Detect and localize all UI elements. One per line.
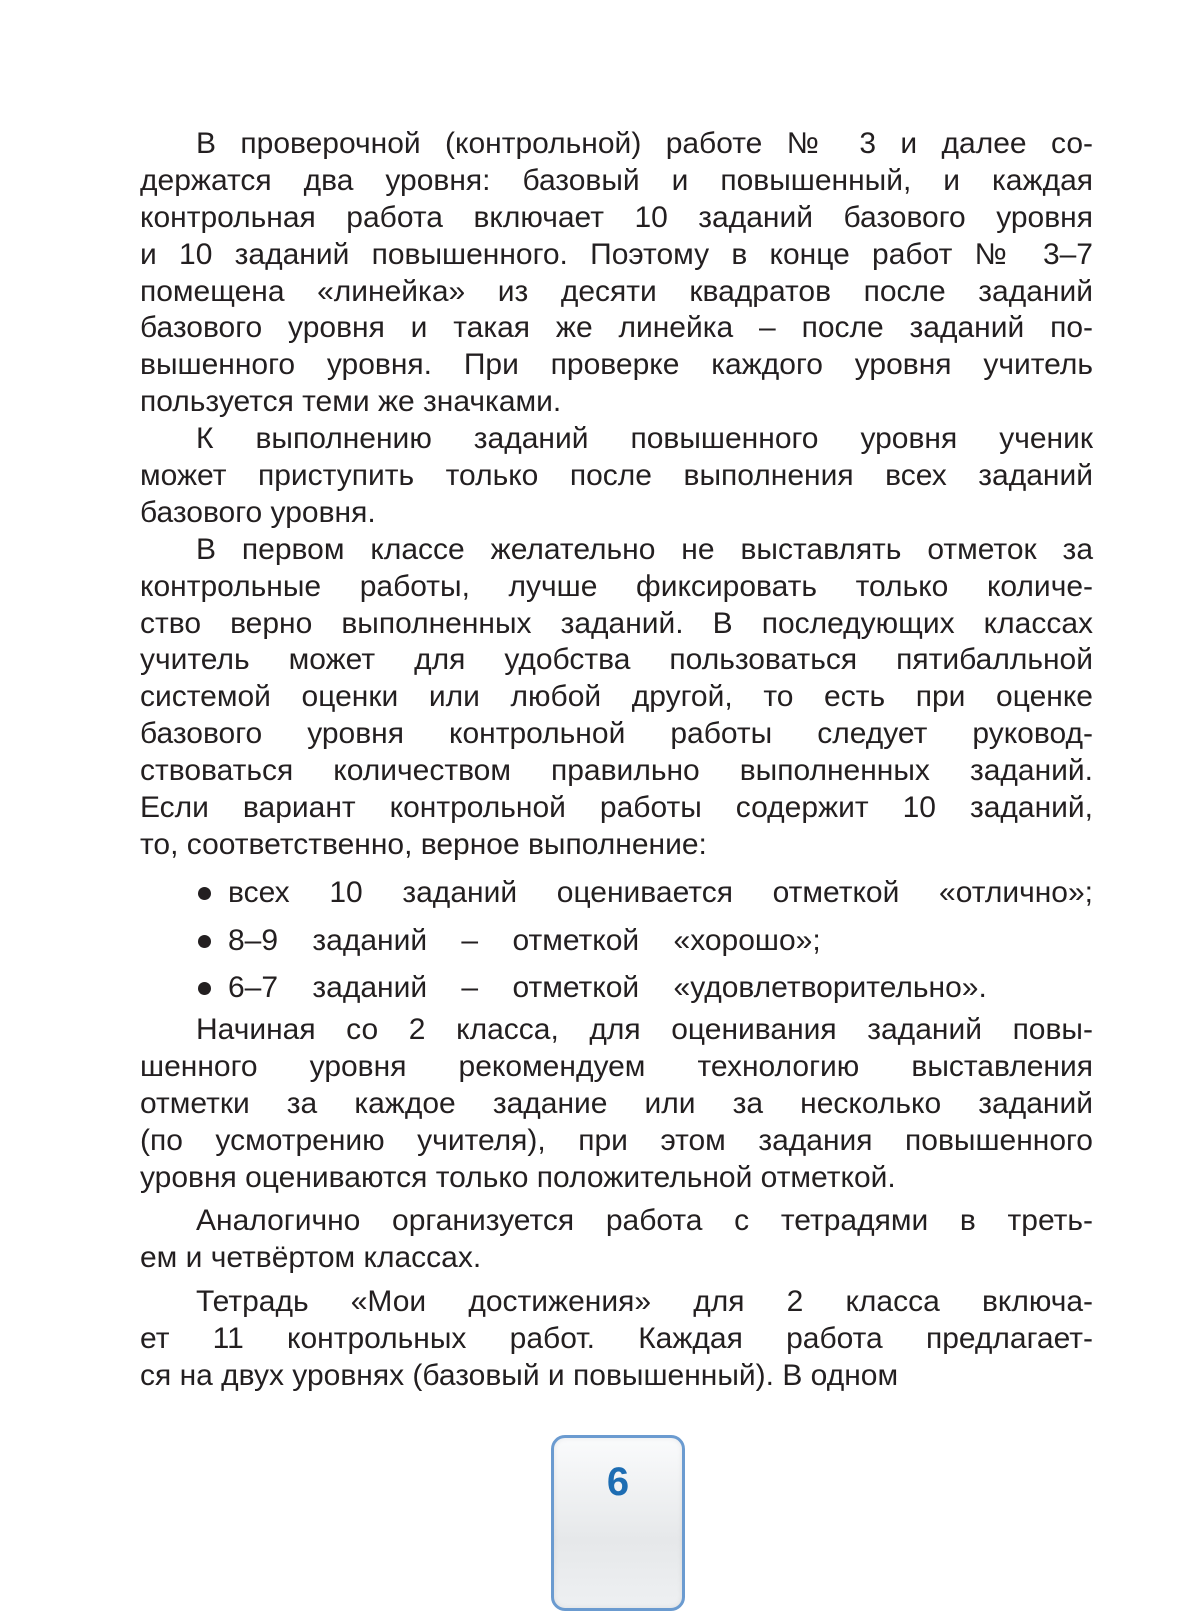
text-line: то, соответственно, верное выполнение: xyxy=(140,827,707,861)
text-line: контрольная работа включает 10 заданий базового уровня xyxy=(140,200,1093,234)
text-line: уровня оцениваются только положительной отметкой. xyxy=(140,1160,896,1194)
grading-list xyxy=(140,873,1093,1016)
text-line: ствоваться количеством правильно выполненных заданий. xyxy=(140,754,1093,788)
text-line: отметки за каждое задание или за несколько заданий xyxy=(140,1086,1093,1120)
text-line: помещена «линейка» из десяти квадратов после заданий xyxy=(140,274,1093,308)
body-text-top xyxy=(140,126,1093,864)
text-line: Если вариант контрольной работы содержит 10 заданий, xyxy=(140,791,1093,825)
text-line: Аналогично организуется работа с тетрадями в треть- xyxy=(196,1204,1093,1237)
text-line: В проверочной (контрольной) работе № 3 и далее со- xyxy=(196,127,1093,160)
body-text-paragraph xyxy=(140,1203,1093,1277)
text-line: В первом классе желательно не выставлять отметок за xyxy=(196,532,1093,566)
text-line: ет 11 контрольных работ. Каждая работа предлагает- xyxy=(140,1321,1093,1355)
list-item-text: 6–7 заданий – отметкой «удовлетворительно». xyxy=(228,971,987,1004)
text-line: базового уровня. xyxy=(140,495,376,529)
text-line: Начиная со 2 класса, для оценивания заданий повы- xyxy=(196,1013,1093,1046)
list-item xyxy=(140,873,1093,921)
text-line: ся на двух уровнях (базовый и повышенный). В одном xyxy=(140,1358,899,1392)
text-line: базового уровня контрольной работы следует руковод- xyxy=(140,717,1093,751)
text-line: может приступить только после выполнения всех заданий xyxy=(140,459,1093,493)
list-item xyxy=(140,921,1093,969)
text-line: (по усмотрению учителя), при этом задания повышенного xyxy=(140,1123,1093,1157)
text-line: держатся два уровня: базовый и повышенный, и каждая xyxy=(140,163,1093,197)
text-line: ство верно выполненных заданий. В последующих классах xyxy=(140,606,1093,640)
body-text-paragraph xyxy=(140,1012,1093,1196)
list-item-text: всех 10 заданий оценивается отметкой «отлично»; xyxy=(228,876,1093,909)
list-item xyxy=(140,968,1093,1016)
text-line: ем и четвёртом классах. xyxy=(140,1240,482,1274)
text-line: пользуется теми же значками. xyxy=(140,385,562,419)
list-item-text: 8–9 заданий – отметкой «хорошо»; xyxy=(228,923,821,957)
bullet-icon xyxy=(198,887,211,900)
text-line: шенного уровня рекомендуем технологию выставления xyxy=(140,1049,1093,1083)
text-line: Тетрадь «Мои достижения» для 2 класса включа- xyxy=(196,1285,1093,1318)
bullet-icon xyxy=(198,982,211,995)
page-number-box xyxy=(551,1435,685,1611)
body-text-paragraph xyxy=(140,1284,1093,1395)
text-line: учитель может для удобства пользоваться пятибалльной xyxy=(140,643,1093,677)
page-number: 6 xyxy=(606,1460,630,1504)
text-line: системой оценки или любой другой, то есть при оценке xyxy=(140,680,1093,714)
text-line: и 10 заданий повышенного. Поэтому в конце работ № 3–7 xyxy=(140,237,1093,271)
text-line: базового уровня и такая же линейка – после заданий по- xyxy=(140,311,1093,345)
text-line: вышенного уровня. При проверке каждого уровня учитель xyxy=(140,348,1093,382)
text-line: контрольные работы, лучше фиксировать только количе- xyxy=(140,569,1093,603)
bullet-icon xyxy=(198,935,211,948)
text-line: К выполнению заданий повышенного уровня ученик xyxy=(196,422,1093,456)
